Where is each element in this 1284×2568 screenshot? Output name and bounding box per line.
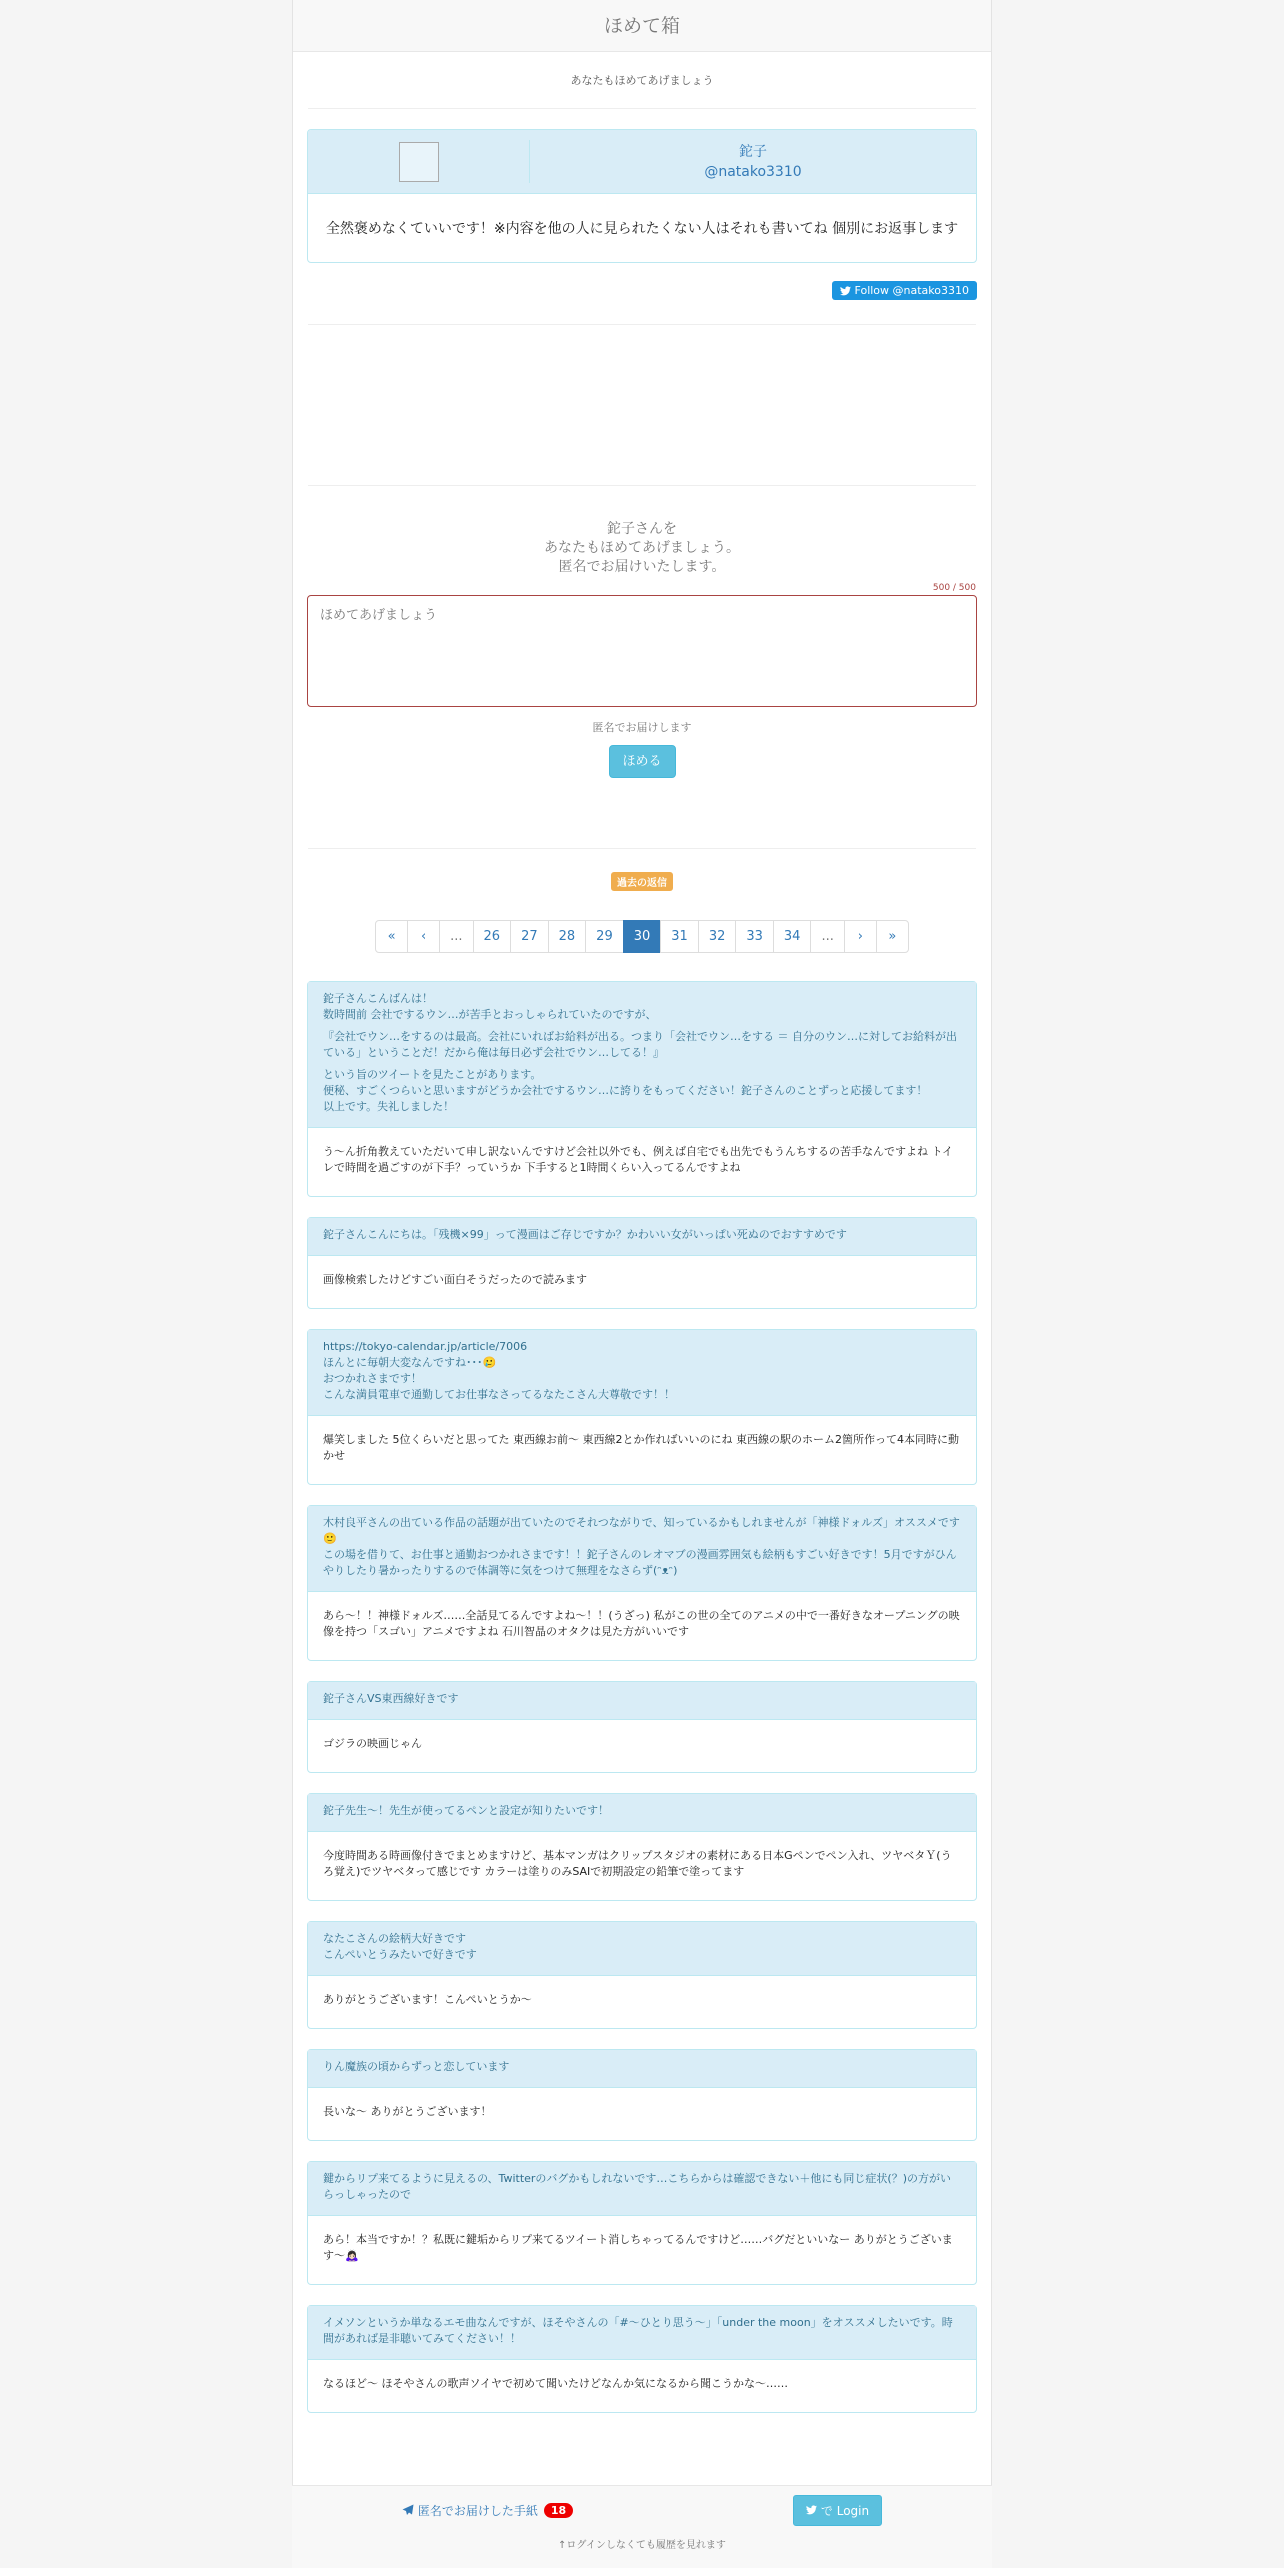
page-link[interactable]: › xyxy=(844,920,877,953)
reply-answer: 長いな〜 ありがとうございます！ xyxy=(323,2105,492,2118)
reply-question xyxy=(308,2050,976,2088)
footer-bar xyxy=(292,2485,992,2568)
question-text: 木村良平さんの出ている作品の話題が出ていたのでそれつながりで、知っているかもしれませんが「神様ドォルズ」オススメです🙂 この場を借りて、お仕事と通勤おつかれさまです！！鉈子さんのレオマブの漫画雰囲気も絵柄もすごい好きです！5月ですがひんやりしたり暑かったりするので体調等に気をつけて無理をなさらず(ᵔᴥᵔ) xyxy=(323,1516,960,1577)
question-text: 鉈子さんこんにちは。「残機×99」って漫画はご存じですか？かわいい女がいっぱい死ぬのでおすすめです xyxy=(323,1228,847,1241)
footer-note: ↑ログインしなくても履歴を見れます xyxy=(558,2540,726,2551)
sent-count-badge: 18 xyxy=(544,2503,573,2518)
reply-card xyxy=(307,981,977,1197)
reply-card xyxy=(307,1505,977,1661)
ad-space xyxy=(293,325,991,485)
reply-answer: う〜ん折角教えていただいて申し訳ないんですけど会社以外でも、例えば自宅でも出先でもうんちするの苦手なんですよね トイレで時間を過ごすのが下手？っていうか 下手すると1時間くらい入ってるんですよね xyxy=(323,1145,953,1174)
reply-question xyxy=(308,1330,976,1416)
pagination xyxy=(293,920,991,953)
reply-card xyxy=(307,1681,977,1773)
reply-answer: ゴジラの映画じゃん xyxy=(323,1737,422,1750)
reply-answer: 爆笑しました 5位くらいだと思ってた 東西線お前〜 東西線2とか作ればいいのにね 東西線の駅のホーム2箇所作って4本同時に動かせ xyxy=(323,1433,959,1462)
reply-answer: あら！本当ですか！？私既に鍵垢からリプ来てるツイート消しちゃってるんですけど……バグだといいなー ありがとうございます〜🙇🏻‍♀️ xyxy=(323,2233,953,2262)
page-link[interactable]: « xyxy=(375,920,408,953)
anonymous-note: 匿名でお届けします xyxy=(592,721,692,734)
page-link[interactable]: 31 xyxy=(660,920,699,953)
page-link[interactable]: 33 xyxy=(735,920,774,953)
divider xyxy=(308,485,976,486)
page-link[interactable]: 32 xyxy=(698,920,737,953)
question-text: 『会社でウン…をするのは最高。会社にいればお給料が出る。つまり「会社でウン…をする ＝ 自分のウン…に対してお給料が出ている」ということだ！だから俺は毎日必ず会社でウン…してる！』 xyxy=(323,1030,957,1059)
past-replies-badge: 過去の返信 xyxy=(611,872,673,891)
main-container xyxy=(292,0,992,2500)
reply-answer: あら〜！！神様ドォルズ……全話見てるんですよね〜！！(うざっ) 私がこの世の全てのアニメの中で一番好きなオープニングの映像を持つ「スゴい」アニメですよね 石川智晶のオタクは見た方がいいです xyxy=(323,1609,960,1638)
profile-handle[interactable]: @natako3310 xyxy=(704,163,802,180)
reply-card xyxy=(307,2161,977,2285)
site-header xyxy=(293,0,991,52)
divider xyxy=(308,108,976,109)
page-link: ... xyxy=(439,920,473,953)
profile-message: 全然褒めなくていいです！※内容を他の人に見られたくない人はそれも書いてね 個別にお返事します xyxy=(325,221,959,237)
site-title[interactable]: ほめて箱 xyxy=(603,15,680,37)
reply-card xyxy=(307,1217,977,1309)
reply-answer: なるほど〜 ほそやさんの歌声ソイヤで初めて聞いたけどなんか気になるから聞こうかな〜…… xyxy=(323,2377,788,2390)
question-text: りん魔族の頃からずっと恋しています xyxy=(323,2060,510,2073)
question-text: 鉈子さんVS東西線好きです xyxy=(323,1692,459,1705)
profile-name[interactable]: 鉈子 xyxy=(739,143,767,160)
reply-card xyxy=(307,2049,977,2141)
send-line-1: 鉈子さんを xyxy=(607,521,677,537)
footer-row xyxy=(292,2494,992,2526)
reply-card xyxy=(307,1921,977,2029)
send-line-3: 匿名でお届けいたします。 xyxy=(558,559,726,575)
page-link-active[interactable]: 30 xyxy=(623,920,662,953)
twitter-bird-icon xyxy=(840,286,851,296)
praise-submit-button[interactable]: ほめる xyxy=(609,745,676,778)
past-replies-heading xyxy=(293,871,991,891)
question-text: 鉈子先生〜！先生が使ってるペンと設定が知りたいです！ xyxy=(323,1804,609,1817)
page-link[interactable]: » xyxy=(876,920,909,953)
page-link[interactable]: 29 xyxy=(585,920,624,953)
reply-card xyxy=(307,1329,977,1485)
reply-list xyxy=(293,981,991,2413)
reply-question xyxy=(308,2306,976,2360)
reply-question xyxy=(308,1794,976,1832)
reply-question xyxy=(308,1682,976,1720)
reply-card xyxy=(307,1793,977,1901)
reply-answer: ありがとうございます！こんぺいとうか〜 xyxy=(323,1993,532,2006)
page-link[interactable]: 34 xyxy=(773,920,812,953)
page-link[interactable]: ‹ xyxy=(407,920,440,953)
reply-answer: 今度時間ある時画像付きでまとめますけど、基本マンガはクリップスタジオの素材にある日本Gペンでペン入れ、ツヤベタＹ(うろ覚え)でツヤベタって感じです カラーは塗りのみSAIで初期設定の鉛筆で塗ってます xyxy=(323,1849,952,1878)
login-label: で Login xyxy=(820,2503,870,2518)
page-link[interactable]: 27 xyxy=(510,920,549,953)
follow-button-label: Follow @natako3310 xyxy=(854,284,969,297)
reply-answer: 画像検索したけどすごい面白そうだったので読みます xyxy=(323,1273,587,1286)
reply-question xyxy=(308,982,976,1128)
sent-letters-link[interactable] xyxy=(402,2502,573,2519)
question-text: という旨のツイートを見たことがあります。 便秘、すごくつらいと思いますがどうか会社でするウン…に誇りをもってください！鉈子さんのことずっと応援してます！ 以上です。失礼しました！ xyxy=(323,1068,928,1113)
page-subtitle: あなたもほめてあげましょう xyxy=(570,74,714,87)
praise-textarea[interactable] xyxy=(307,595,977,707)
char-counter: 500 / 500 xyxy=(932,583,976,593)
sent-letters-label: 匿名でお届けした手紙 xyxy=(417,2503,538,2518)
question-text: 鍵からリプ来てるように見えるの、Twitterのバグかもしれないです…こちらからは確認できない＋他にも同じ症状(？)の方がいらっしゃったので xyxy=(323,2172,952,2201)
follow-button[interactable] xyxy=(832,281,977,300)
question-text: 鉈子さんこんばんは！ 数時間前 会社でするウン…が苦手とおっしゃられていたのですが、 xyxy=(323,992,657,1021)
profile-name-column xyxy=(530,130,976,193)
send-line-2: あなたもほめてあげましょう。 xyxy=(544,540,740,556)
reply-question xyxy=(308,2162,976,2216)
profile-header xyxy=(308,130,976,194)
question-text: https://tokyo-calendar.jp/article/7006 ほんとに毎朝大変なんですね･･･🥲 おつかれさまです！ こんな満員電車で通勤してお仕事なさってるなたこさん大尊敬です！！ xyxy=(323,1340,675,1401)
twitter-login-button[interactable] xyxy=(793,2495,882,2526)
avatar xyxy=(399,142,439,182)
twitter-bird-icon xyxy=(806,2505,817,2515)
follow-row xyxy=(293,281,977,300)
question-text: なたこさんの絵柄大好きです こんぺいとうみたいで好きです xyxy=(323,1932,477,1961)
reply-card xyxy=(307,2305,977,2413)
avatar-column xyxy=(308,140,530,183)
send-instructions xyxy=(293,520,991,577)
profile-panel xyxy=(307,129,977,263)
page-link[interactable]: 28 xyxy=(548,920,587,953)
divider xyxy=(308,848,976,849)
reply-question xyxy=(308,1506,976,1592)
question-text: イメソンというか単なるエモ曲なんですが、ほそやさんの「#〜ひとり思う〜」「under the moon」をオススメしたいです。時間があれば是非聴いてみてください！！ xyxy=(323,2316,953,2345)
page-link: ... xyxy=(810,920,844,953)
reply-question xyxy=(308,1922,976,1976)
page-link[interactable]: 26 xyxy=(473,920,512,953)
paper-plane-icon xyxy=(402,2504,414,2516)
reply-question xyxy=(308,1218,976,1256)
